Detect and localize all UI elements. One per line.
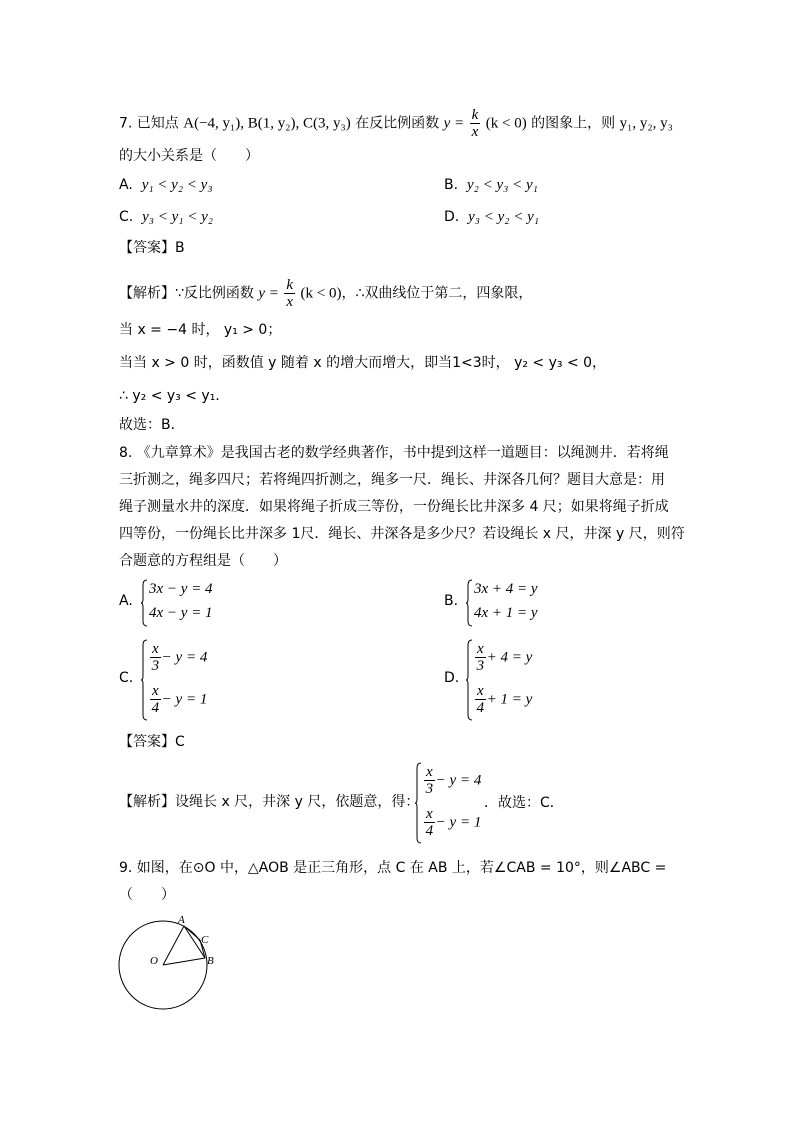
label-b: B (207, 955, 214, 967)
q8-explanation-end: ．故选：C． (484, 795, 564, 811)
q7-choose: 故选：B． (119, 417, 185, 433)
q7-stem-line2: 的大小关系是（ ） (119, 148, 259, 164)
segment-oa (163, 926, 184, 965)
q8-option-d-system: $\frac{x}{3}$ + 4 = y $\frac{x}{4}$ + 1 = y (466, 639, 576, 721)
q7-option-c[interactable]: C. y₃ < y₁ < y₂ (119, 209, 214, 225)
q8-explanation: 【解析】设绳长 x 尺，井深 y 尺，依题意，得： (119, 794, 420, 810)
q7-func-fraction: $\frac{k}{x}$ (471, 107, 479, 140)
q8-explanation-system: $\frac{x}{3}$ − y = 4 $\frac{x}{4}$ − y = 1 (415, 762, 495, 844)
brace-icon (466, 639, 472, 721)
label-a: A (178, 914, 185, 926)
q8-stem-line4: 四等份，一份绳长比井深多 1尺．绳长、井深各是多少尺？若设绳长 x 尺，井深 y 尺，则符 (119, 526, 685, 542)
label-o: O (150, 955, 158, 967)
q8-stem-line5: 合题意的方程组是（ ） (119, 553, 287, 569)
q8-option-a-system: 3x − y = 4 4x − y = 1 (141, 579, 251, 627)
q8-option-b[interactable]: B. (444, 593, 459, 609)
q8-option-c-system: $\frac{x}{3}$ − y = 4 $\frac{x}{4}$ − y = 1 (141, 639, 251, 721)
label-c: C (201, 934, 209, 946)
brace-icon (141, 579, 147, 627)
brace-icon (141, 639, 147, 721)
q8-stem-line1: 8. 《九章算术》是我国古老的数学经典著作，书中提到这样一道题目：以绳测井．若将绳 (119, 445, 669, 461)
q7-stem-line1: 7. 已知点 A(−4, y₁), B(1, y₂), C(3, y₃) 在反比例函数 y = $\frac{k}{x}$ (k < 0) 的图象上，则 y₁, y₂, y₃ (119, 107, 673, 140)
q8-option-b-system: 3x + 4 = y 4x + 1 = y (466, 579, 576, 627)
q9-stem-line1: 9. 如图，在⊙O 中，△AOB 是正三角形，点 C 在 AB 上，若∠CAB = 10°，则∠ABC = (119, 860, 667, 876)
q9-stem-line2: （ ） (119, 887, 175, 903)
q8-option-a[interactable]: A. (119, 593, 133, 609)
q8-answer: 【答案】C (119, 734, 185, 750)
q7-points: A(−4, y₁), B(1, y₂), C(3, y₃) (183, 115, 351, 132)
q7-option-a[interactable]: A. y₁ < y₂ < y₃ (119, 177, 213, 193)
q8-stem-line3: 绳子测量水井的深度．如果将绳子折成三等份，一份绳长比井深多 4 尺；如果将绳子折成 (119, 499, 669, 515)
q7-option-d[interactable]: D. y₃ < y₂ < y₁ (444, 209, 540, 225)
brace-icon (466, 579, 472, 627)
q8-stem-line2: 三折测之，绳多四尺；若将绳四折测之，绳多一尺．绳长、井深各几何？题目大意是：用 (119, 472, 665, 488)
q7-option-b[interactable]: B. y₂ < y₃ < y₁ (444, 177, 538, 193)
q7-explanation-line3: 当当 x > 0 时，函数值 y 随着 x 的增大而增大，即当1<3时， y₂ < y₃ < 0， (119, 355, 607, 371)
q8-option-d[interactable]: D. (444, 670, 460, 686)
q7-explanation-line4: ∴ y₂ < y₃ < y₁. (119, 388, 220, 404)
q7-explanation-line2: 当 x = −4 时， y₁ > 0； (119, 322, 282, 338)
brace-icon (415, 762, 421, 844)
q9-figure (115, 910, 225, 1010)
q7-explanation-line1: 【解析】∵反比例函数 y = $\frac{k}{x}$ (k < 0)，∴双曲线位于第二，四象限， (119, 277, 533, 310)
segment-ob (163, 958, 205, 965)
q8-option-c[interactable]: C. (119, 670, 134, 686)
q7-answer: 【答案】B (119, 240, 185, 256)
